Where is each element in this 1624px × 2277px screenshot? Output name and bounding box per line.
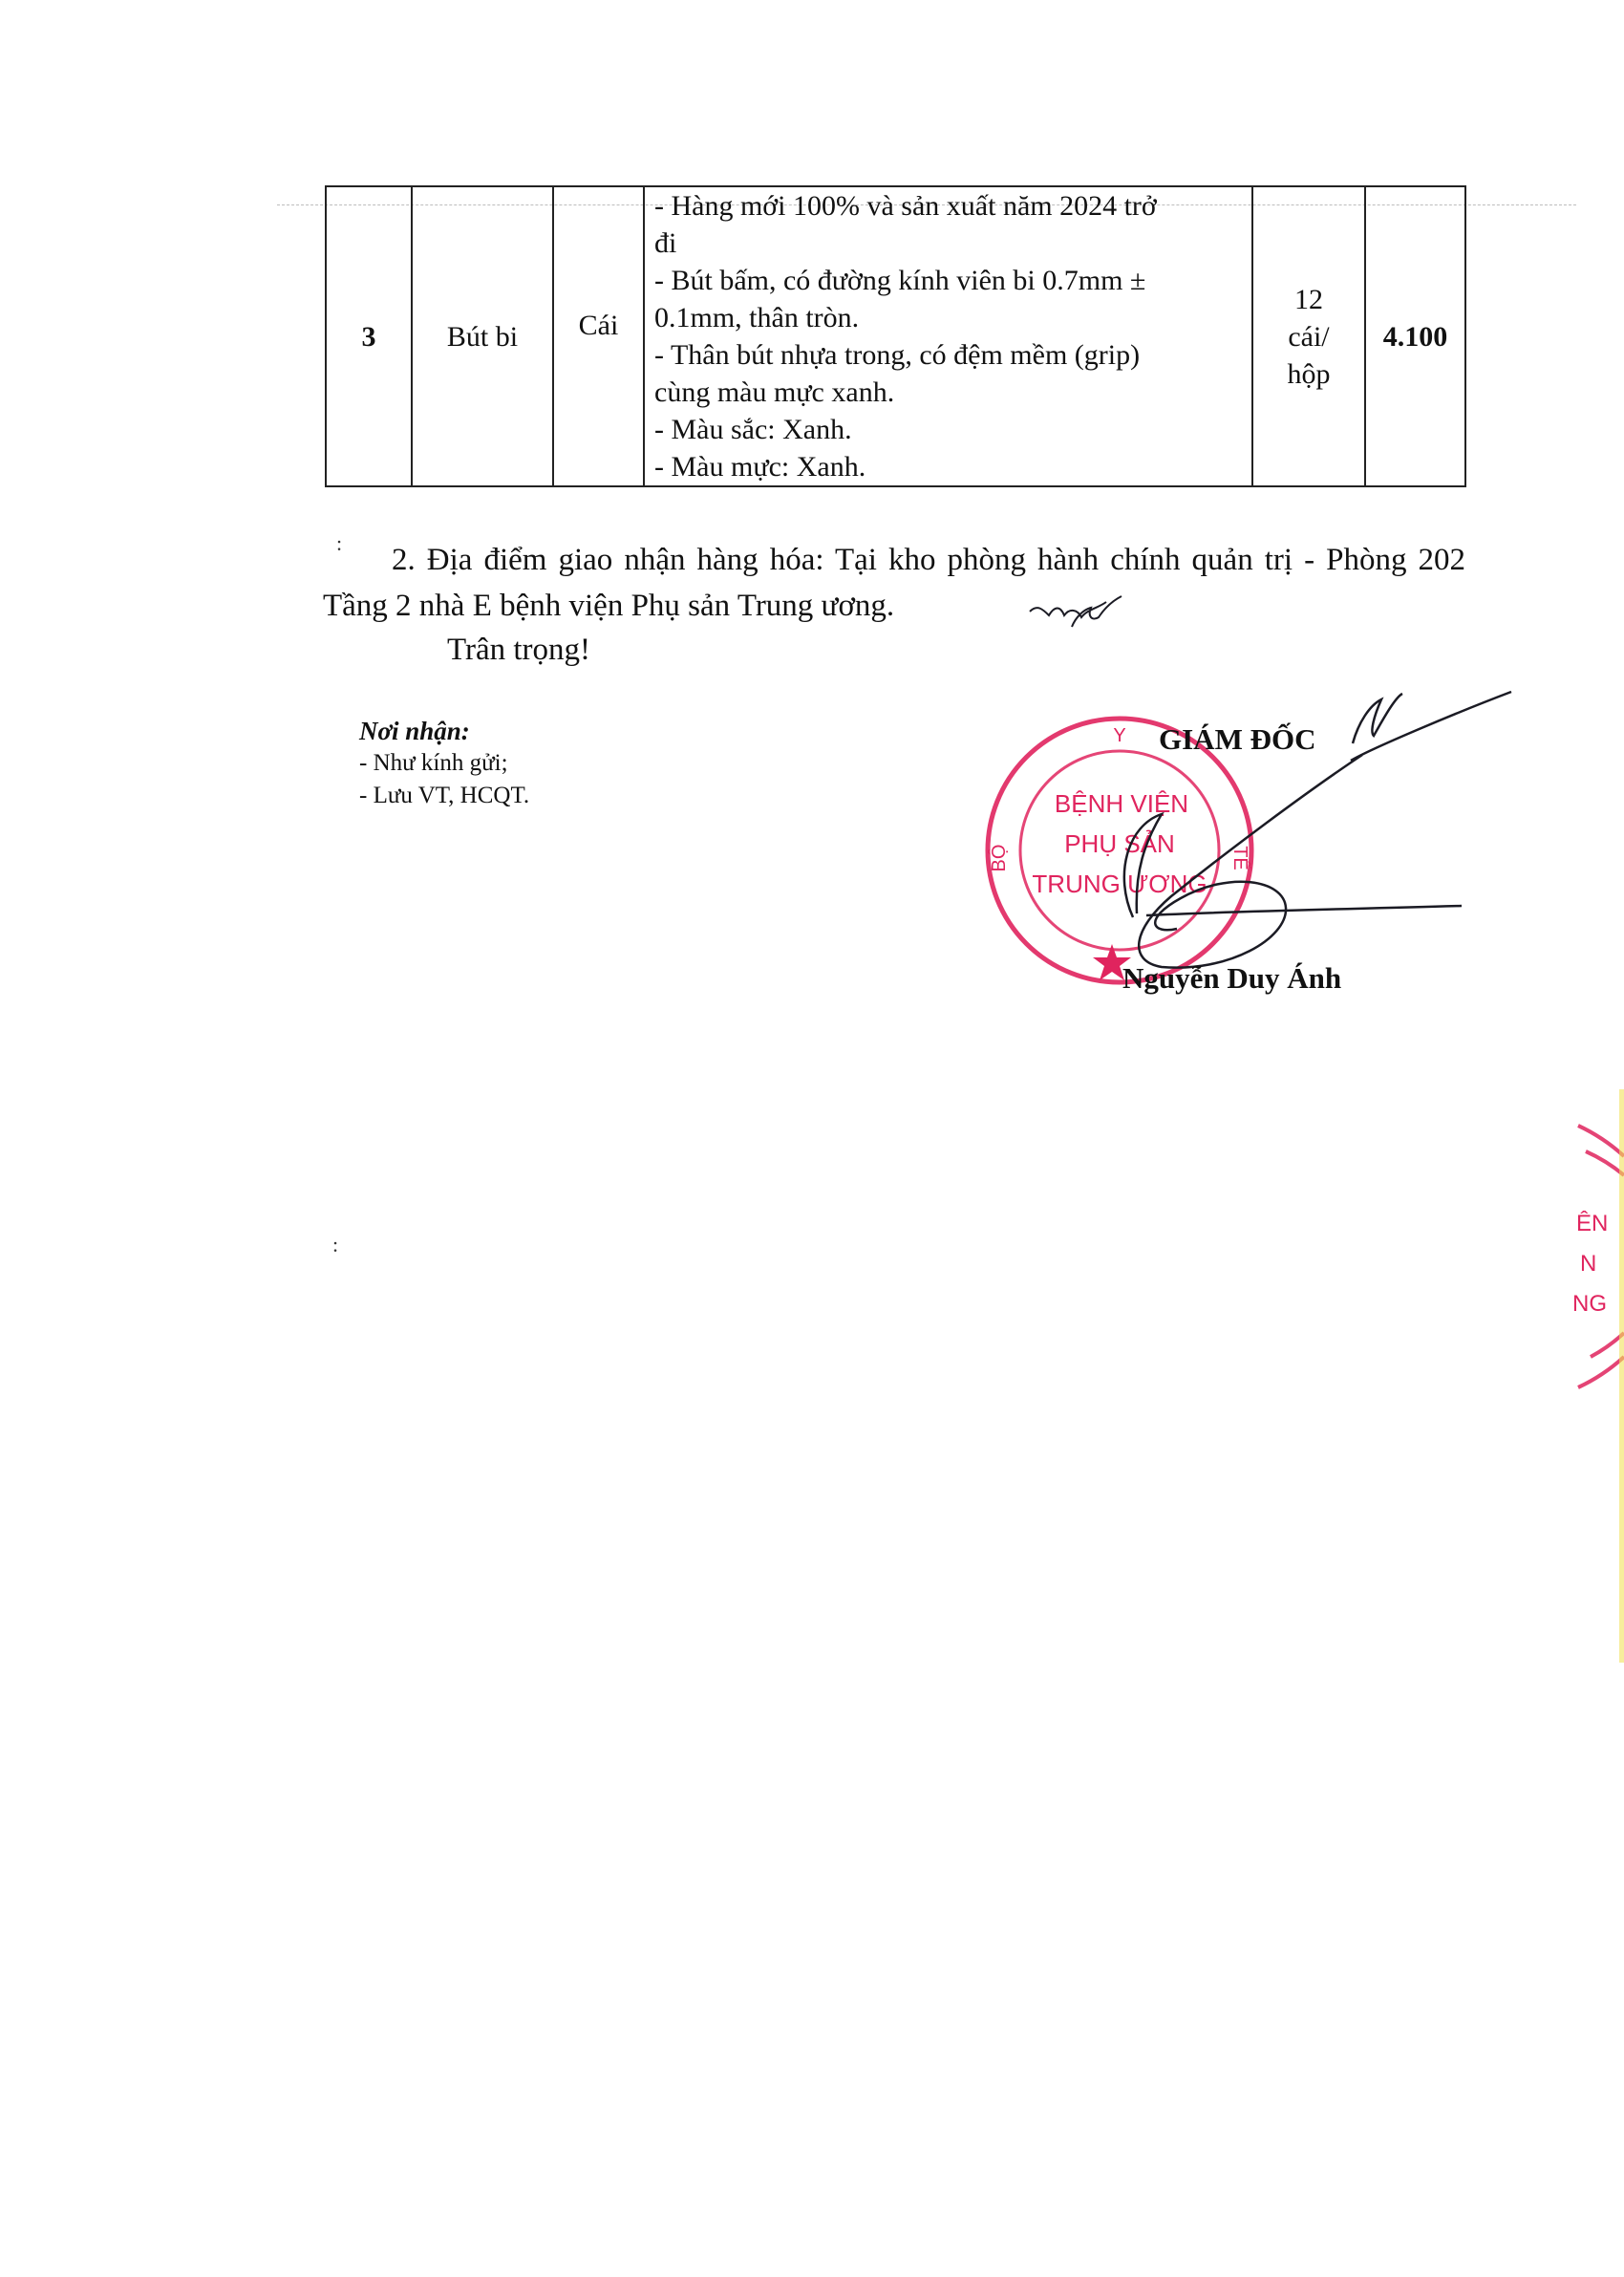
edge-highlight xyxy=(1619,1089,1624,1663)
packaging-line: cái/ xyxy=(1288,320,1330,353)
recipient-item: - Như kính gửi; xyxy=(359,750,508,776)
delivery-location-paragraph: 2. Địa điểm giao nhận hàng hóa: Tại kho phòng hành chính quản trị - Phòng 202 Tầng 2 nhà E bệnh viện Phụ sản Trung ương. xyxy=(323,543,1465,623)
seal-side-left: BỘ xyxy=(989,844,1010,872)
item-unit: Cái xyxy=(553,186,644,486)
spec-line: 0.1mm, thân tròn. xyxy=(654,302,860,333)
row-number: 3 xyxy=(326,186,412,486)
spec-line: - Màu mực: Xanh. xyxy=(654,451,866,483)
recipient-item: - Lưu VT, HCQT. xyxy=(359,783,530,808)
scan-speck: : xyxy=(336,531,343,555)
packaging-line: hộp xyxy=(1287,357,1331,390)
spec-line: đi xyxy=(654,227,677,259)
signer-name: Nguyễn Duy Ánh xyxy=(1122,961,1342,995)
seal-line: PHỤ SẢN xyxy=(1064,829,1175,858)
item-name: Bút bi xyxy=(412,186,553,486)
seal-line: TRUNG ƯƠNG xyxy=(1032,870,1207,898)
seal-top-letter: Y xyxy=(1113,725,1126,746)
spec-line: cùng màu mực xanh. xyxy=(654,376,895,408)
edge-seal-text: NG xyxy=(1572,1291,1607,1317)
hospital-seal xyxy=(988,719,1251,982)
spec-line: - Hàng mới 100% và sản xuất năm 2024 trở xyxy=(654,190,1157,222)
seal-line: BỆNH VIỆN xyxy=(1054,789,1189,818)
edge-seal-text: ÊN xyxy=(1576,1211,1609,1236)
seal-side-right: TẾ xyxy=(1229,846,1250,870)
scan-speck: : xyxy=(332,1233,339,1257)
spec-line: - Thân bút nhựa trong, có đệm mềm (grip) xyxy=(654,339,1141,371)
item-price: 4.100 xyxy=(1365,186,1465,486)
initials-mark xyxy=(1030,596,1122,627)
signature-title: GIÁM ĐỐC xyxy=(1159,722,1316,756)
packaging-line: 12 xyxy=(1294,283,1323,315)
edge-seal-text: N xyxy=(1580,1251,1597,1277)
recipients-title: Nơi nhận: xyxy=(359,717,470,745)
closing-text: Trân trọng! xyxy=(447,633,591,667)
spec-line: - Màu sắc: Xanh. xyxy=(654,414,852,445)
spec-line: - Bút bấm, có đường kính viên bi 0.7mm ± xyxy=(654,265,1146,296)
